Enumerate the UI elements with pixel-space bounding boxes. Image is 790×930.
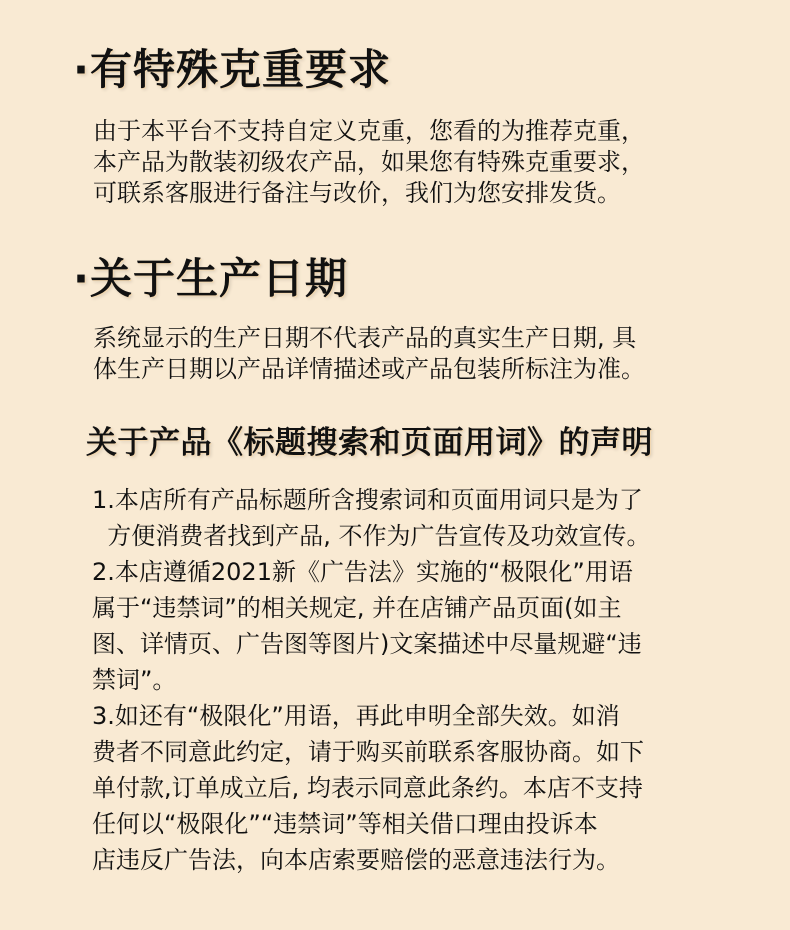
production-date-heading: ·关于生产日期 bbox=[73, 254, 348, 303]
special-weight-text: 由于本平台不支持自定义克重，您看的为推荐克重， 本产品为散装初级农产品，如果您有特殊克重要求， 可联系客服进行备注与改价，我们为您安排发货。 bbox=[93, 117, 645, 207]
statement-item-2: 2.本店遵循2021新《广告法》实施的“极限化”用语 属于“违禁词”的相关规定, 并在店铺产品页面(如主 图、详情页、广告图等图片)文案描述中尽量规避“违 禁词”。 bbox=[92, 558, 642, 694]
statement-heading: 关于产品《标题搜索和页面用词》的声明 bbox=[86, 425, 653, 461]
special-weight-heading: ·有特殊克重要求 bbox=[73, 45, 391, 94]
production-date-text: 系统显示的生产日期不代表产品的真实生产日期, 具 体生产日期以产品详情描述或产品包装所标注为准。 bbox=[93, 324, 645, 383]
statement-list bbox=[92, 482, 732, 878]
statement-item-1: 1.本店所有产品标题所含搜索词和页面用词只是为了 方便消费者找到产品, 不作为广告宣传及功效宣传。 bbox=[92, 486, 651, 550]
statement-item-3: 3.如还有“极限化”用语，再此申明全部失效。如消 费者不同意此约定，请于购买前联系客服协商。如下 单付款,订单成立后, 均表示同意此条约。本店不支持 任何以“极限化”“违禁词”等相关借口理由投诉本 店违反广告法，向本店索要赔偿的恶意违法行为。 bbox=[92, 702, 644, 874]
